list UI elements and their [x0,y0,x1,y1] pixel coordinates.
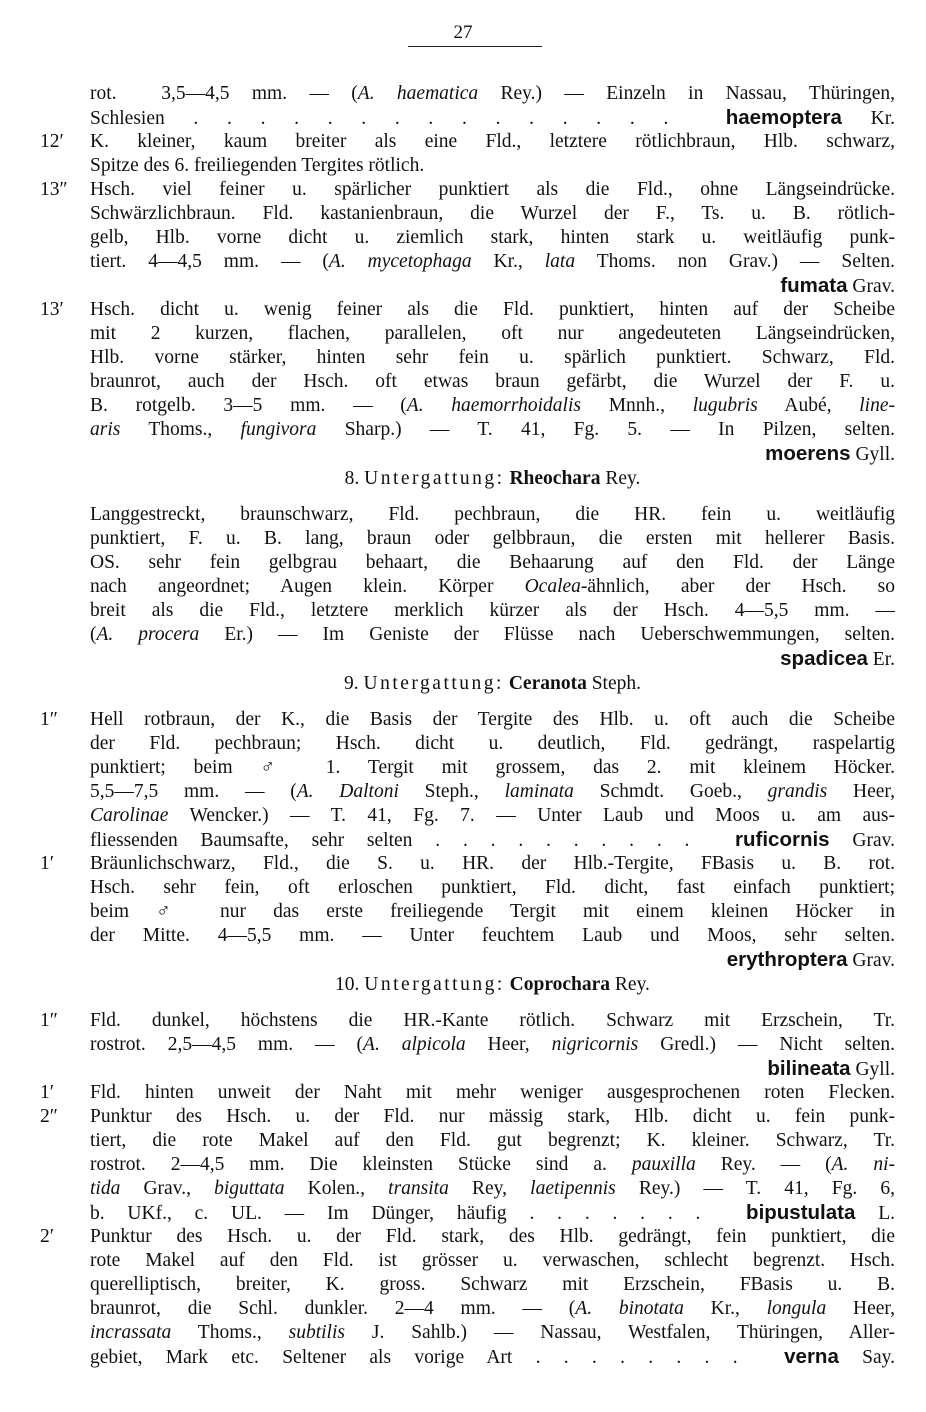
couplet-marker: 13″ [40,179,68,200]
text-line: tiert, die rote Makel auf den Fld. gut begrenzt; K. kleiner. Schwarz, Tr. [90,1130,895,1151]
text-line: rostrot. 2—4,5 mm. Die kleinsten Stücke sind a. pauxilla Rey. — (A. ni- [90,1154,895,1175]
text-line: Punktur des Hsch. u. der Fld. stark, des Hlb. gedrängt, fein punktiert, die [90,1226,895,1247]
text-line: b. UKf., c. UL. — Im Dünger, häufig . . . . . . . bipustulata L. [90,1201,895,1224]
species-name-line: erythroptera Grav. [726,948,895,971]
subgenus-heading: 9. Untergattung: Ceranota Steph. [344,673,641,694]
species-name-line: bilineata Gyll. [767,1057,895,1080]
text-line: Fld. dunkel, höchstens die HR.-Kante rötlich. Schwarz mit Erzschein, Tr. [90,1010,895,1031]
text-line: rot. 3,5—4,5 mm. — (A. haematica Rey.) — Einzeln in Nassau, Thüringen, [90,83,895,104]
page-number: 27 [453,22,473,43]
text-line: 5,5—7,5 mm. — (A. Daltoni Steph., laminata Schmdt. Goeb., grandis Heer, [90,781,895,802]
couplet-marker: 1″ [40,709,58,730]
text-line: K. kleiner, kaum breiter als eine Fld., letztere rötlichbraun, Hlb. schwarz, [90,131,895,152]
text-line: Schwärzlichbraun. Fld. kastanienbraun, die Wurzel der F., Ts. u. B. rötlich- [90,203,895,224]
text-line: Hsch. viel feiner u. spärlicher punktiert als die Fld., ohne Längseindrücke. [90,179,895,200]
text-line: gelb, Hlb. vorne dicht u. ziemlich stark, hinten stark u. weitläufig punk- [90,227,895,248]
text-line: Langgestreckt, braunschwarz, Fld. pechbraun, die HR. fein u. weitläufig [90,504,895,525]
couplet-marker: 1′ [40,1082,55,1103]
text-line: Schlesien . . . . . . . . . . . . . . . haemoptera Kr. [90,106,896,129]
text-line: querelliptisch, breiter, K. gross. Schwarz mit Erzschein, FBasis u. B. [90,1274,895,1295]
couplet-marker: 2″ [40,1106,58,1127]
species-name-line: fumata Grav. [780,274,895,297]
text-line: Spitze des 6. freiliegenden Tergites rötlich. [90,155,425,176]
text-line: B. rotgelb. 3—5 mm. — (A. haemorrhoidalis Mnnh., lugubris Aubé, line- [90,395,895,416]
text-line: der Mitte. 4—5,5 mm. — Unter feuchtem Laub und Moos, sehr selten. [90,925,895,946]
species-name-line: spadicea Er. [780,647,895,670]
couplet-marker: 13′ [40,299,64,320]
text-line: rote Makel auf den Fld. ist grösser u. verwaschen, schlecht begrenzt. Hsch. [90,1250,895,1271]
text-line: braunrot, die Schl. dunkler. 2—4 mm. — (A. binotata Kr., longula Heer, [90,1298,895,1319]
text-line: Hsch. dicht u. wenig feiner als die Fld. punktiert, hinten auf der Scheibe [90,299,895,320]
text-line: breit als die Fld., letztere merklich kürzer als der Hsch. 4—5,5 mm. — [90,600,895,621]
text-line: beim ♂ nur das erste freiliegende Tergit mit einem kleinen Höcker in [90,901,895,922]
text-line: rostrot. 2,5—4,5 mm. — (A. alpicola Heer, nigricornis Gredl.) — Nicht selten. [90,1034,896,1055]
text-line: Hell rotbraun, der K., die Basis der Tergite des Hlb. u. oft auch die Scheibe [90,709,895,730]
text-line: Bräunlichschwarz, Fld., die S. u. HR. der Hlb.-Tergite, FBasis u. B. rot. [90,853,895,874]
text-line: tiert. 4—4,5 mm. — (A. mycetophaga Kr., lata Thoms. non Grav.) — Selten. [90,251,895,272]
text-line: aris Thoms., fungivora Sharp.) — T. 41, Fg. 5. — In Pilzen, selten. [90,419,895,440]
text-line: punktiert, F. u. B. lang, braun oder gelbbraun, die ersten mit hellerer Basis. [90,528,895,549]
text-line: tida Grav., biguttata Kolen., transita Rey, laetipennis Rey.) — T. 41, Fg. 6, [90,1178,895,1199]
text-line: Carolinae Wencker.) — T. 41, Fg. 7. — Unter Laub und Moos u. am aus- [90,805,895,826]
page-number-rule [408,46,542,47]
text-line: Fld. hinten unweit der Naht mit mehr weniger ausgesprochenen roten Flecken. [90,1082,895,1103]
text-line: Hlb. vorne stärker, hinten sehr fein u. spärlich punktiert. Schwarz, Fld. [90,347,895,368]
couplet-marker: 2′ [40,1226,55,1247]
text-line: punktiert; beim ♂ 1. Tergit mit grossem, das 2. mit kleinem Höcker. [90,757,895,778]
couplet-marker: 12′ [40,131,64,152]
text-line: nach angeordnet; Augen klein. Körper Ocalea-ähnlich, aber der Hsch. so [90,576,895,597]
text-line: incrassata Thoms., subtilis J. Sahlb.) — Nassau, Westfalen, Thüringen, Aller- [90,1322,895,1343]
subgenus-heading: 8. Untergattung: Rheochara Rey. [344,468,641,489]
text-line: fliessenden Baumsafte, sehr selten . . . . . . . . . . ruficornis Grav. [90,828,895,851]
couplet-marker: 1″ [40,1010,58,1031]
text-line: OS. sehr fein gelbgrau behaart, die Behaarung auf den Fld. der Länge [90,552,895,573]
subgenus-heading: 10. Untergattung: Coprochara Rey. [335,974,650,995]
couplet-marker: 1′ [40,853,55,874]
text-line: gebiet, Mark etc. Seltener als vorige Art . . . . . . . . verna Say. [90,1345,895,1368]
text-line: mit 2 kurzen, flachen, parallelen, oft nur angedeuteten Längseindrücken, [90,323,895,344]
text-line: Punktur des Hsch. u. der Fld. nur mässig stark, Hlb. dicht u. fein punk- [90,1106,895,1127]
text-line: braunrot, auch der Hsch. oft etwas braun gefärbt, die Wurzel der F. u. [90,371,895,392]
text-line: (A. procera Er.) — Im Geniste der Flüsse nach Ueberschwemmungen, selten. [90,624,895,645]
text-line: der Fld. pechbraun; Hsch. dicht u. deutlich, Fld. gedrängt, raspelartig [90,733,895,754]
species-name-line: moerens Gyll. [765,442,895,465]
text-line: Hsch. sehr fein, oft erloschen punktiert, Fld. dicht, fast einfach punktiert; [90,877,895,898]
